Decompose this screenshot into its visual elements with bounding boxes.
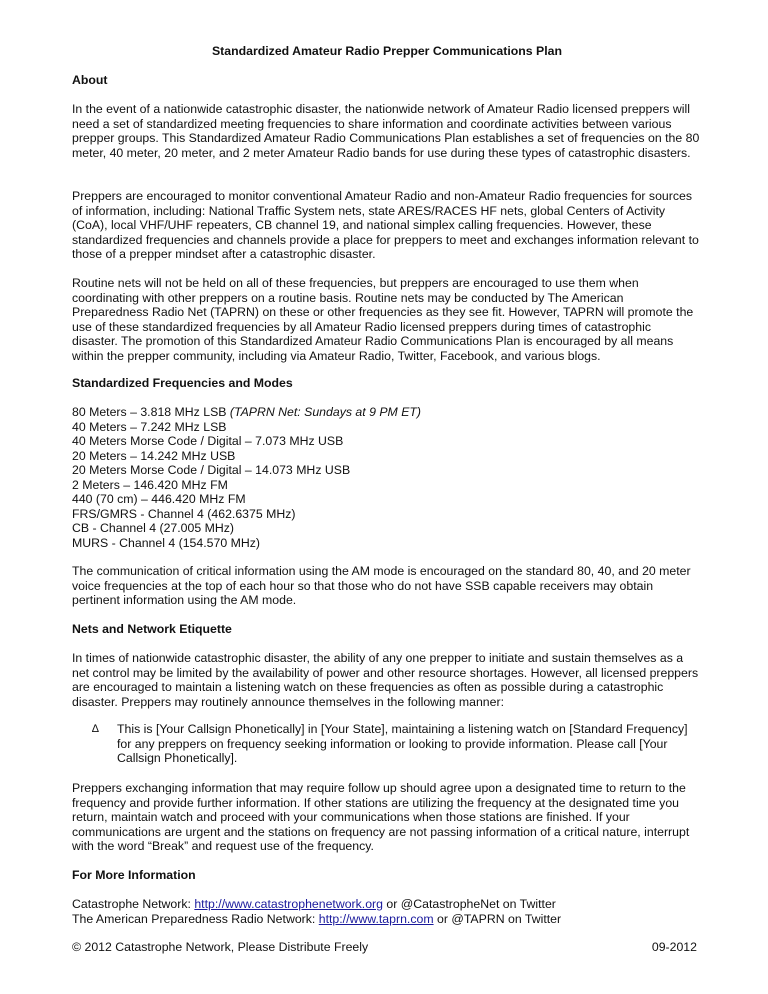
frequency-item: FRS/GMRS - Channel 4 (462.6375 MHz): [72, 506, 296, 521]
frequencies-heading: Standardized Frequencies and Modes: [72, 376, 293, 390]
triangle-bullet-icon: ∆: [92, 723, 99, 735]
footer: [72, 940, 697, 955]
etiquette-paragraph-1: In times of nationwide catastrophic disaster, the ability of any one prepper to initiate and sustain themselves as a net control may be limited by the availability of power and other resource shortages. However, all licensed preppers are encouraged to maintain a listening watch on these frequencies as often as possible during a catastrophic disaster. Preppers may routinely announce themselves in the following manner:: [72, 651, 699, 709]
taprn-link[interactable]: http://www.taprn.com: [318, 911, 434, 926]
taprn-net-note: (TAPRN Net: Sundays at 9 PM ET): [229, 405, 422, 419]
frequency-item: MURS - Channel 4 (154.570 MHz): [72, 535, 260, 550]
more-info-links: [72, 897, 700, 926]
frequency-item: 440 (70 cm) – 446.420 MHz FM: [72, 492, 246, 506]
frequency-item: 40 Meters – 7.242 MHz LSB: [72, 419, 227, 434]
etiquette-paragraph-2: Preppers exchanging information that may require follow up should agree upon a designated time to return to the frequency and provide further information. If other stations are utilizing the frequency at the designated time you return, maintain watch and proceed with your communications when those stations are finished. If your communications are urgent and the stations on frequency are not passing information of a critical nature, interrupt with the word “Break” and request use of the frequency.: [72, 781, 690, 853]
document-date: 09-2012: [651, 940, 697, 954]
frequency-list: [72, 405, 700, 550]
more-info-heading: For More Information: [72, 868, 196, 882]
frequency-item: 20 Meters Morse Code / Digital – 14.073 MHz USB: [72, 463, 351, 477]
catastrophe-network-link[interactable]: http://www.catastrophenetwork.org: [194, 897, 383, 911]
copyright-text: © 2012 Catastrophe Network, Please Distribute Freely: [72, 940, 369, 954]
about-paragraph-1: In the event of a nationwide catastrophic disaster, the nationwide network of Amateur Radio licensed preppers will need a set of standardized meeting frequencies to share information and coordinate activities between various prepper groups. This Standardized Amateur Radio Communications Plan establishes a set of frequencies on the 80 meter, 40 meter, 20 meter, and 2 meter Amateur Radio bands for use during these types of catastrophic disasters.: [72, 102, 700, 160]
frequency-item: 2 Meters – 146.420 MHz FM: [72, 477, 228, 492]
frequency-item: 80 Meters – 3.818 MHz LSB (TAPRN Net: Sundays at 9 PM ET): [72, 405, 422, 419]
about-heading: About: [72, 73, 108, 87]
frequency-item: 40 Meters Morse Code / Digital – 7.073 MHz USB: [72, 434, 344, 448]
about-paragraph-3: Routine nets will not be held on all of these frequencies, but preppers are encouraged to use them when coordinating with other preppers on a routine basis. Routine nets may be conducted by The American Preparedness Radio Net (TAPRN) on these or other frequencies as they see fit. However, TAPRN will promote the use of these standardized frequencies by all Amateur Radio licensed preppers during times of catastrophic disaster. The promotion of this Standardized Amateur Radio Communications Plan is encouraged by all means within the prepper community, including via Amateur Radio, Twitter, Facebook, and various blogs.: [72, 276, 694, 363]
am-mode-paragraph: The communication of critical information using the AM mode is encouraged on the standard 80, 40, and 20 meter voice frequencies at the top of each hour so that those who do not have SSB capable receivers may obtain pertinent information using the AM mode.: [72, 564, 691, 607]
announcement-text: This is [Your Callsign Phonetically] in [Your State], maintaining a listening watch on [Standard Frequency] for any preppers on frequency seeking information or looking to provide information. Please call [Your Callsign Phonetically].: [117, 722, 688, 765]
frequency-item: 20 Meters – 14.242 MHz USB: [72, 448, 236, 463]
etiquette-heading: Nets and Network Etiquette: [72, 622, 232, 636]
about-paragraph-2: Preppers are encouraged to monitor conventional Amateur Radio and non-Amateur Radio frequencies for sources of information, including: National Traffic System nets, state ARES/RACES HF nets, global Centers of Activity (CoA), local VHF/UHF repeaters, CB channel 19, and national simplex calling frequencies. However, these standardized frequencies and channels provide a place for preppers to meet and exchanges information relevant to those of a prepper mindset after a catastrophic disaster.: [72, 189, 699, 261]
frequency-item: CB - Channel 4 (27.005 MHz): [72, 521, 234, 535]
taprn-line: The American Preparedness Radio Network: http://www.taprn.com or @TAPRN on Twitter: [72, 911, 562, 926]
document-title: Standardized Amateur Radio Prepper Communications Plan: [211, 44, 563, 58]
catastrophe-network-line: Catastrophe Network: http://www.catastrophenetwork.org or @CatastropheNet on Twitter: [72, 897, 556, 911]
